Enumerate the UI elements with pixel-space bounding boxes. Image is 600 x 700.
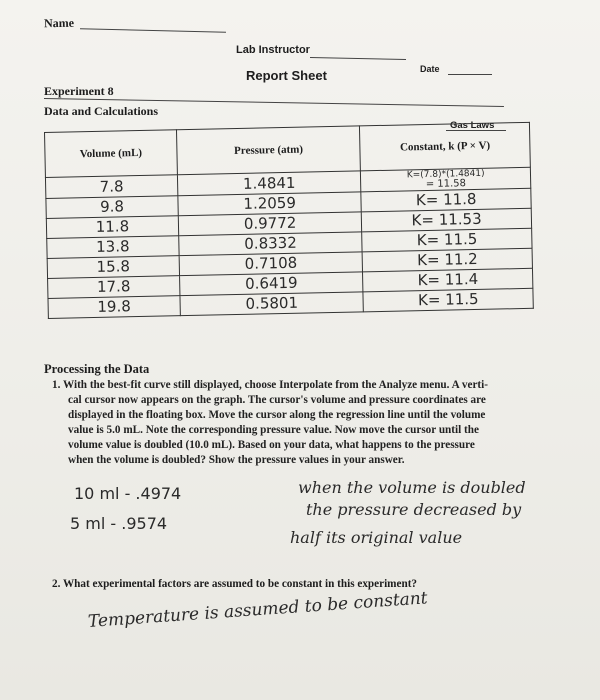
volume-cell: 11.8 [46,216,178,239]
name-line [80,28,226,33]
question-1-line: displayed in the floating box. Move the cursor along the regression line until the volume [68,409,486,421]
column-header-volume: Volume (mL) [45,130,178,178]
pressure-cell: 1.4841 [177,171,361,196]
experiment-subtitle: Data and Calculations [44,104,159,118]
lab-instructor-line [310,57,406,60]
question-2: 2. What experimental factors are assumed to be constant in this experiment? [52,578,418,590]
constant-cell: K= 11.5 [363,288,533,312]
pressure-cell: 0.6419 [179,272,363,296]
constant-cell: K= 11.4 [363,268,533,292]
question-1-line: when the volume is doubled? Show the pressure values in your answer. [68,454,405,466]
constant-cell: K= 11.5 [362,228,532,252]
answer-1-right-line: when the volume is doubled [298,478,526,497]
question-1-line: volume value is doubled (10.0 mL). Based on your data, what happens to the pressure [68,439,475,451]
lab-instructor-label: Lab Instructor [236,44,310,56]
answer-1-right-line: the pressure decreased by [306,500,522,519]
constant-formula: K=(7.8)*(1.4841) [406,168,485,181]
question-1-line: cal cursor now appears on the graph. The cursor's volume and pressure coordinates are [68,394,486,406]
date-label: Date [420,64,440,74]
volume-cell: 9.8 [46,196,178,219]
constant-cell: K= 11.8 [361,188,531,212]
answer-1-left-line: 5 ml - .9574 [70,514,168,533]
answer-2: Temperature is assumed to be constant [87,588,429,632]
lab-title: Gas Laws [450,120,495,131]
volume-cell: 15.8 [47,256,179,279]
question-1-line: 1. With the best-fit curve still displayed, choose Interpolate from the Analyze menu. A verti- [52,379,488,391]
report-sheet-title: Report Sheet [246,68,327,83]
constant-cell: K= 11.2 [362,248,532,272]
question-1-line: value is 5.0 mL. Note the corresponding pressure value. Now move the cursor until the [68,424,479,436]
experiment-number: Experiment 8 [44,84,114,98]
volume-cell: 19.8 [48,296,180,319]
pressure-cell: 0.9772 [178,212,362,236]
answer-1-left-line: 10 ml - .4974 [74,484,182,503]
answer-1-right-line: half its original value [290,528,463,547]
constant-result: = 11.58 [425,178,467,191]
column-header-constant: Constant, k (P × V) [360,122,531,171]
pressure-cell: 1.2059 [178,192,362,216]
pressure-cell: 0.7108 [179,252,363,276]
volume-cell: 13.8 [47,236,179,259]
volume-cell: 7.8 [45,175,177,199]
name-label: Name [43,15,75,31]
column-header-pressure: Pressure (atm) [176,126,360,175]
volume-cell: 17.8 [48,276,180,299]
pressure-cell: 0.8332 [179,232,363,256]
processing-heading: Processing the Data [44,362,150,376]
date-line [448,74,492,75]
question-1 [52,378,572,468]
data-table [44,122,534,319]
constant-cell: K= 11.53 [362,208,532,232]
pressure-cell: 0.5801 [180,292,364,316]
